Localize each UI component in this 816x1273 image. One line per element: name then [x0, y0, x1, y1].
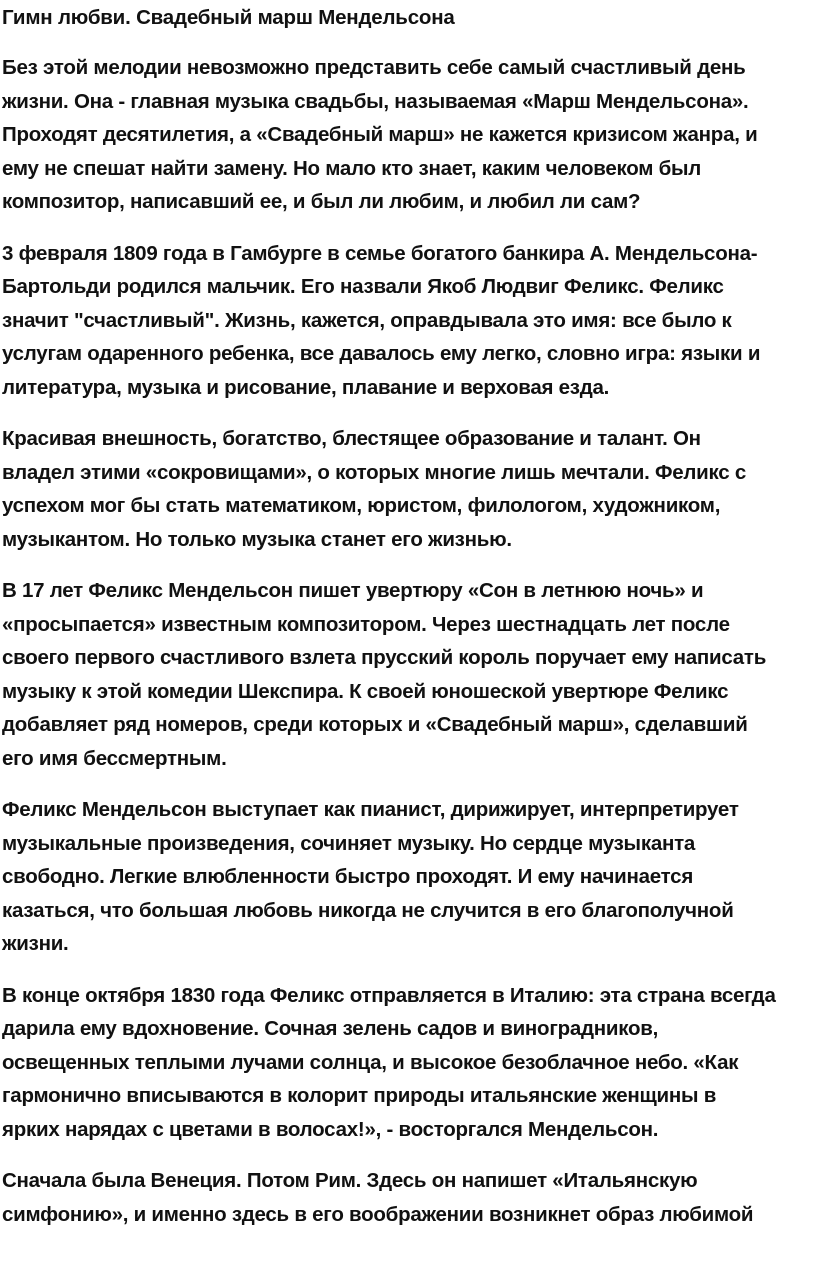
paragraph-line: дарила ему вдохновение. Сочная зелень садов и виноградников,: [2, 1017, 659, 1040]
paragraph-line: услугам одаренного ребенка, все давалось ему легко, словно игра: языки и: [2, 342, 761, 365]
paragraph-line: жизни.: [2, 932, 69, 955]
paragraph-line: добавляет ряд номеров, среди которых и «Свадебный марш», сделавший: [2, 713, 748, 736]
paragraph-line: музыкантом. Но только музыка станет его жизнью.: [2, 527, 512, 551]
paragraph-line: своего первого счастливого взлета прусский король поручает ему написать: [2, 646, 767, 669]
paragraph-line: ему не спешат найти замену. Но мало кто знает, каким человеком был: [2, 156, 702, 180]
paragraph-line: владел этими «сокровищами», о которых многие лишь мечтали. Феликс с: [2, 460, 747, 484]
paragraph-line: 3 февраля 1809 года в Гамбурге в семье богатого банкира А. Мендельсона-: [2, 241, 758, 265]
paragraph-line: освещенных теплыми лучами солнца, и высокое безоблачное небо. «Как: [2, 1050, 739, 1074]
paragraph-line: жизни. Она - главная музыка свадьбы, называемая «Марш Мендельсона».: [2, 89, 749, 113]
paragraph-2: [2, 237, 816, 405]
paragraph-line: значит "счастливый". Жизнь, кажется, оправдывала это имя: все было к: [2, 308, 732, 332]
paragraph-line: музыкальные произведения, сочиняет музыку. Но сердце музыканта: [2, 831, 696, 855]
paragraph-line: Красивая внешность, богатство, блестящее образование и талант. Он: [2, 427, 701, 450]
paragraph-line: В конце октября 1830 года Феликс отправляется в Италию: эта страна всегда: [2, 983, 776, 1007]
paragraph-line: «просыпается» известным композитором. Через шестнадцать лет после: [2, 612, 730, 636]
paragraph-line: Бартольди родился мальчик. Его назвали Якоб Людвиг Феликс. Феликс: [2, 275, 724, 298]
paragraph-5: [2, 793, 816, 961]
paragraph-line: казаться, что большая любовь никогда не случится в его благополучной: [2, 898, 734, 922]
paragraph-line: ярких нарядах с цветами в волосах!», - восторгался Мендельсон.: [2, 1117, 659, 1141]
paragraph-line: Феликс Мендельсон выступает как пианист, дирижирует, интерпретирует: [2, 798, 739, 821]
paragraph-line: Проходят десятилетия, а «Свадебный марш» не кажется кризисом жанра, и: [2, 123, 758, 146]
paragraph-line: его имя бессмертным.: [2, 746, 227, 770]
paragraph-line: композитор, написавший ее, и был ли любим, и любил ли сам?: [2, 190, 641, 213]
paragraph-4: [2, 574, 816, 775]
paragraph-line: музыку к этой комедии Шекспира. К своей юношеской увертюре Феликс: [2, 679, 729, 703]
paragraph-line: свободно. Легкие влюбленности быстро проходят. И ему начинается: [2, 865, 694, 888]
paragraph-line: В 17 лет Феликс Мендельсон пишет увертюру «Сон в летнюю ночь» и: [2, 579, 704, 602]
paragraph-1: [2, 51, 816, 219]
paragraph-3: [2, 422, 816, 556]
paragraph-line: симфонию», и именно здесь в его воображении возникнет образ любимой: [2, 1202, 754, 1226]
paragraph-line: литература, музыка и рисование, плавание и верховая езда.: [2, 375, 610, 399]
paragraph-line: Без этой мелодии невозможно представить себе самый счастливый день: [2, 56, 746, 79]
paragraph-7: [2, 1164, 816, 1231]
paragraph-line: гармонично вписываются в колорит природы итальянские женщины в: [2, 1084, 717, 1107]
paragraph-6: [2, 979, 816, 1147]
paragraph-line: Сначала была Венеция. Потом Рим. Здесь он напишет «Итальянскую: [2, 1169, 698, 1192]
paragraph-line: успехом мог бы стать математиком, юристом, филологом, художником,: [2, 494, 721, 517]
document-title: Гимн любви. Свадебный марш Мендельсона: [2, 6, 455, 29]
